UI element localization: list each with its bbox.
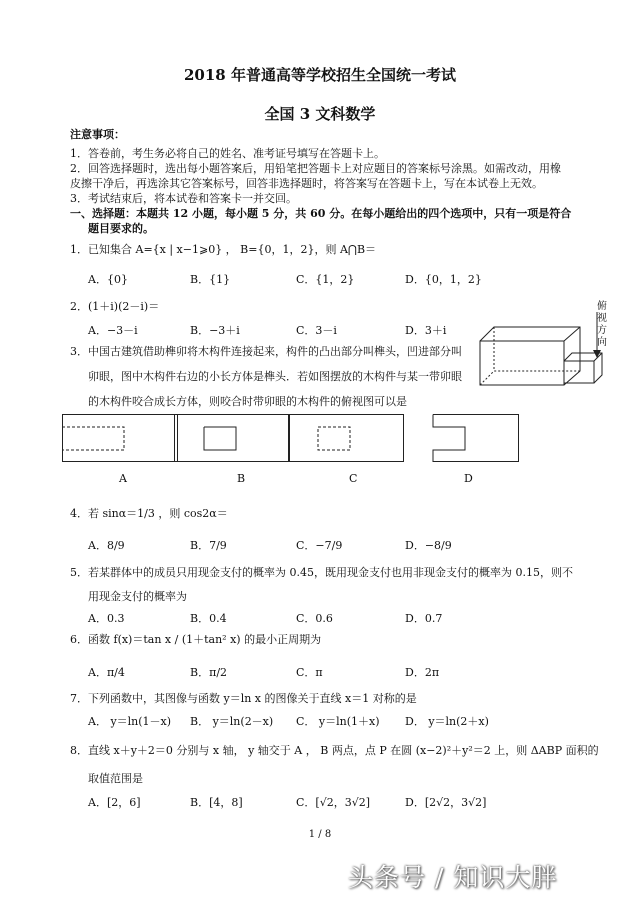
q2-option-d: D．3＋i (405, 324, 447, 337)
q6-option-c: C．π (296, 666, 323, 679)
q5-option-c: C．0.6 (296, 612, 333, 625)
question-7-stem: 7．下列函数中，其图像与函数 y＝ln x 的图像关于直线 x＝1 对称的是 (70, 692, 417, 705)
q8-option-d: D．[2√2，3√2] (405, 796, 487, 809)
question-2-stem: 2．(1＋i)(2－i)＝ (70, 300, 160, 313)
notice-heading: 注意事项： (70, 128, 125, 141)
q2-option-c: C．3－i (296, 324, 337, 337)
q8-option-b: B．[4，8] (190, 796, 243, 809)
view-label-char: 俯 (597, 301, 607, 312)
caption-a: A (119, 472, 127, 485)
q5-option-b: B．0.4 (190, 612, 227, 625)
q6-option-b: B．π/2 (190, 666, 228, 679)
q1-option-b: B．{1} (190, 273, 231, 286)
q1-option-d: D．{0，1，2} (405, 273, 482, 286)
watermark: 头条号 / 知识大胖 (348, 863, 558, 892)
notice-line: 1．答卷前，考生务必将自己的姓名、准考证号填写在答题卡上。 (70, 147, 385, 160)
q8-option-a: A．[2，6] (88, 796, 141, 809)
question-5-line: 用现金支付的概率为 (88, 590, 187, 603)
q1-option-a: A．{0} (88, 273, 128, 286)
q7-option-b: B． y＝ln(2－x) (190, 715, 274, 728)
question-6-stem: 6．函数 f(x)＝tan x / (1＋tan² x) 的最小正周期为 (70, 633, 322, 646)
notice-line: 3．考试结束后，将本试卷和答案卡一并交回。 (70, 192, 297, 205)
q4-option-b: B．7/9 (190, 539, 227, 552)
notice-line: 皮擦干净后，再选涂其它答案标号，回答非选择题时，将答案写在答题卡上，写在本试卷上无效。 (70, 177, 543, 190)
q4-option-c: C．−7/9 (296, 539, 343, 552)
q4-option-d: D．−8/9 (405, 539, 452, 552)
q6-option-a: A．π/4 (88, 666, 125, 679)
exam-title: 2018 年普通高等学校招生全国统一考试 (184, 66, 456, 84)
section-heading-cont: 题目要求的。 (88, 222, 154, 235)
q5-option-d: D．0.7 (405, 612, 443, 625)
question-3-line: 3．中国古建筑借助榫卯将木构件连接起来，构件的凸出部分叫榫头，凹进部分叫 (70, 345, 462, 358)
q5-option-a: A．0.3 (88, 612, 125, 625)
q7-option-a: A． y＝ln(1－x) (88, 715, 172, 728)
question-3-line: 的木构件咬合成长方体，则咬合时带卯眼的木构件的俯视图可以是 (88, 395, 407, 408)
view-label-char: 方 (597, 325, 607, 336)
view-label-char: 视 (597, 313, 607, 324)
top-view-d (403, 414, 523, 464)
page-number: 1 / 8 (308, 829, 332, 840)
notice-line: 2．回答选择题时，选出每小题答案后，用铅笔把答题卡上对应题目的答案标号涂黑。如需改动，用橡 (70, 162, 561, 175)
exam-subtitle: 全国 3 文科数学 (264, 105, 376, 123)
question-3-line: 卯眼，图中木构件右边的小长方体是榫头．若如图摆放的木构件与某一带卯眼 (88, 370, 462, 383)
q2-option-a: A．−3－i (88, 324, 138, 337)
question-8-line: 8．直线 x＋y＋2＝0 分别与 x 轴， y 轴交于 A ， B 两点，点 P 在圆 (x−2)²＋y²＝2 上，则 ΔABP 面积的 (70, 744, 599, 757)
question-5-line: 5．若某群体中的成员只用现金支付的概率为 0.45，既用现金支付也用非现金支付的概率为 0.15，则不 (70, 566, 573, 579)
top-view-b (174, 414, 294, 464)
question-8-line: 取值范围是 (88, 772, 143, 785)
q4-option-a: A．8/9 (88, 539, 125, 552)
view-label-char: 向 (597, 337, 607, 348)
question-1-stem: 1．已知集合 A={x | x−1⩾0} ， B={0，1，2}，则 A⋂B＝ (70, 243, 377, 256)
q2-option-b: B．−3＋i (190, 324, 240, 337)
caption-d: D (464, 472, 473, 485)
top-view-a (62, 414, 182, 464)
q7-option-c: C． y＝ln(1＋x) (296, 715, 380, 728)
q6-option-d: D．2π (405, 666, 440, 679)
section-heading: 一、选择题：本题共 12 小题，每小题 5 分，共 60 分。在每小题给出的四个选项中，只有一项是符合 (70, 207, 572, 220)
caption-b: B (237, 472, 246, 485)
caption-c: C (349, 472, 358, 485)
q7-option-d: D． y＝ln(2＋x) (405, 715, 489, 728)
top-view-c (288, 414, 408, 464)
q1-option-c: C．{1，2} (296, 273, 355, 286)
question-4-stem: 4．若 sinα＝1/3 ，则 cos2α＝ (70, 507, 228, 520)
q8-option-c: C．[√2，3√2] (296, 796, 371, 809)
